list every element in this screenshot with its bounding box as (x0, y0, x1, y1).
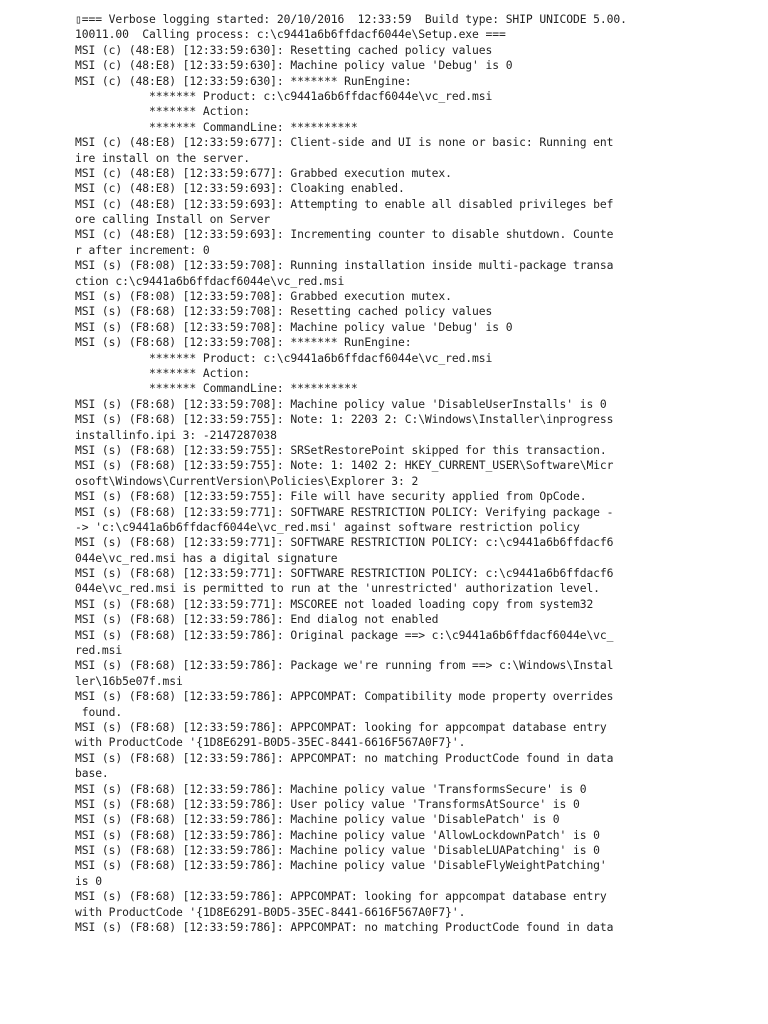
log-line: MSI (c) (48:E8) [12:33:59:693]: Cloaking enabled. (75, 181, 405, 196)
log-line: MSI (c) (48:E8) [12:33:59:630]: Resetting cached policy values (75, 42, 493, 57)
log-line: 10011.00 Calling process: c:\c9441a6b6ffdacf6044e\Setup.exe === (75, 27, 506, 42)
log-line: MSI (s) (F8:08) [12:33:59:708]: Grabbed execution mutex. (75, 289, 452, 304)
log-line: MSI (s) (F8:68) [12:33:59:786]: Original package ==> c:\c9441a6b6ffdacf6044e\vc_ (75, 627, 614, 642)
log-line: MSI (s) (F8:68) [12:33:59:786]: APPCOMPAT: looking for appcompat database entry (75, 889, 607, 904)
log-line: MSI (c) (48:E8) [12:33:59:677]: Grabbed execution mutex. (75, 165, 452, 180)
log-line: MSI (s) (F8:68) [12:33:59:786]: Machine policy value 'DisableLUAPatching' is 0 (75, 843, 600, 858)
log-line: 044e\vc_red.msi is permitted to run at the 'unrestricted' authorization level. (75, 581, 600, 596)
log-line: with ProductCode '{1D8E6291-B0D5-35EC-8441-6616F567A0F7}'. (75, 735, 466, 750)
log-line: ler\16b5e07f.msi (75, 673, 183, 688)
log-line: MSI (s) (F8:68) [12:33:59:786]: End dialog not enabled (75, 612, 439, 627)
log-line: ction c:\c9441a6b6ffdacf6044e\vc_red.msi (75, 273, 345, 288)
log-line: MSI (s) (F8:68) [12:33:59:755]: SRSetRestorePoint skipped for this transaction. (75, 442, 607, 457)
log-line: MSI (s) (F8:68) [12:33:59:786]: User policy value 'TransformsAtSource' is 0 (75, 796, 580, 811)
log-line: MSI (s) (F8:68) [12:33:59:786]: Machine policy value 'DisableFlyWeightPatching' (75, 858, 607, 873)
log-line: found. (75, 704, 123, 719)
log-line: MSI (c) (48:E8) [12:33:59:693]: Attempting to enable all disabled privileges bef (75, 196, 614, 211)
log-line: installinfo.ipi 3: -2147287038 (75, 427, 277, 442)
log-line: ▯=== Verbose logging started: 20/10/2016 12:33:59 Build type: SHIP UNICODE 5.00. (75, 12, 627, 26)
log-line: MSI (s) (F8:68) [12:33:59:771]: SOFTWARE RESTRICTION POLICY: c:\c9441a6b6ffdacf6 (75, 535, 614, 550)
log-line: ore calling Install on Server (75, 212, 271, 227)
log-line: ******* Product: c:\c9441a6b6ffdacf6044e\vc_red.msi (75, 88, 493, 103)
log-line: ******* CommandLine: ********** (75, 119, 358, 134)
log-line: MSI (s) (F8:68) [12:33:59:708]: Resetting cached policy values (75, 304, 493, 319)
log-line: MSI (s) (F8:68) [12:33:59:708]: ******* RunEngine: (75, 335, 412, 350)
log-line: osoft\Windows\CurrentVersion\Policies\Explorer 3: 2 (75, 473, 419, 488)
log-line: MSI (s) (F8:68) [12:33:59:786]: Machine policy value 'DisablePatch' is 0 (75, 812, 560, 827)
log-line: MSI (c) (48:E8) [12:33:59:693]: Incrementing counter to disable shutdown. Counte (75, 227, 614, 242)
log-line: MSI (s) (F8:68) [12:33:59:786]: APPCOMPAT: Compatibility mode property overrides (75, 689, 614, 704)
log-line: red.msi (75, 643, 123, 658)
log-line: MSI (s) (F8:68) [12:33:59:786]: APPCOMPAT: no matching ProductCode found in data (75, 920, 614, 935)
log-line: MSI (s) (F8:68) [12:33:59:771]: MSCOREE not loaded loading copy from system32 (75, 596, 594, 611)
log-line: ire install on the server. (75, 150, 250, 165)
log-line: MSI (s) (F8:68) [12:33:59:786]: APPCOMPAT: looking for appcompat database entry (75, 719, 607, 734)
log-line: 044e\vc_red.msi has a digital signature (75, 550, 338, 565)
log-line: MSI (c) (48:E8) [12:33:59:677]: Client-side and UI is none or basic: Running ent (75, 135, 614, 150)
log-line: MSI (s) (F8:68) [12:33:59:786]: Package we're running from ==> c:\Windows\Instal (75, 658, 614, 673)
log-line: with ProductCode '{1D8E6291-B0D5-35EC-8441-6616F567A0F7}'. (75, 904, 466, 919)
log-line: -> 'c:\c9441a6b6ffdacf6044e\vc_red.msi' against software restriction policy (75, 519, 580, 534)
log-line: ******* Product: c:\c9441a6b6ffdacf6044e\vc_red.msi (75, 350, 493, 365)
log-text (75, 12, 755, 935)
log-line: MSI (s) (F8:68) [12:33:59:708]: Machine policy value 'Debug' is 0 (75, 319, 513, 334)
log-line: MSI (c) (48:E8) [12:33:59:630]: ******* RunEngine: (75, 73, 412, 88)
log-line: MSI (s) (F8:68) [12:33:59:708]: Machine policy value 'DisableUserInstalls' is 0 (75, 396, 607, 411)
log-line: ******* Action: (75, 104, 250, 119)
log-line: ******* Action: (75, 365, 250, 380)
log-line: is 0 (75, 873, 102, 888)
log-line: MSI (s) (F8:08) [12:33:59:708]: Running installation inside multi-package transa (75, 258, 614, 273)
log-line: MSI (s) (F8:68) [12:33:59:786]: APPCOMPAT: no matching ProductCode found in data (75, 750, 614, 765)
log-line: MSI (s) (F8:68) [12:33:59:771]: SOFTWARE RESTRICTION POLICY: Verifying package - (75, 504, 614, 519)
log-line: MSI (s) (F8:68) [12:33:59:755]: Note: 1: 1402 2: HKEY_CURRENT_USER\Software\Micr (75, 458, 614, 473)
log-line: MSI (s) (F8:68) [12:33:59:755]: Note: 1: 2203 2: C:\Windows\Installer\inprogress (75, 412, 614, 427)
log-line: ******* CommandLine: ********** (75, 381, 358, 396)
log-line: MSI (s) (F8:68) [12:33:59:755]: File will have security applied from OpCode. (75, 489, 587, 504)
log-line: r after increment: 0 (75, 242, 210, 257)
log-line: MSI (s) (F8:68) [12:33:59:786]: Machine policy value 'TransformsSecure' is 0 (75, 781, 587, 796)
log-line: base. (75, 766, 109, 781)
log-line: MSI (c) (48:E8) [12:33:59:630]: Machine policy value 'Debug' is 0 (75, 58, 513, 73)
log-line: MSI (s) (F8:68) [12:33:59:771]: SOFTWARE RESTRICTION POLICY: c:\c9441a6b6ffdacf6 (75, 566, 614, 581)
log-line: MSI (s) (F8:68) [12:33:59:786]: Machine policy value 'AllowLockdownPatch' is 0 (75, 827, 600, 842)
